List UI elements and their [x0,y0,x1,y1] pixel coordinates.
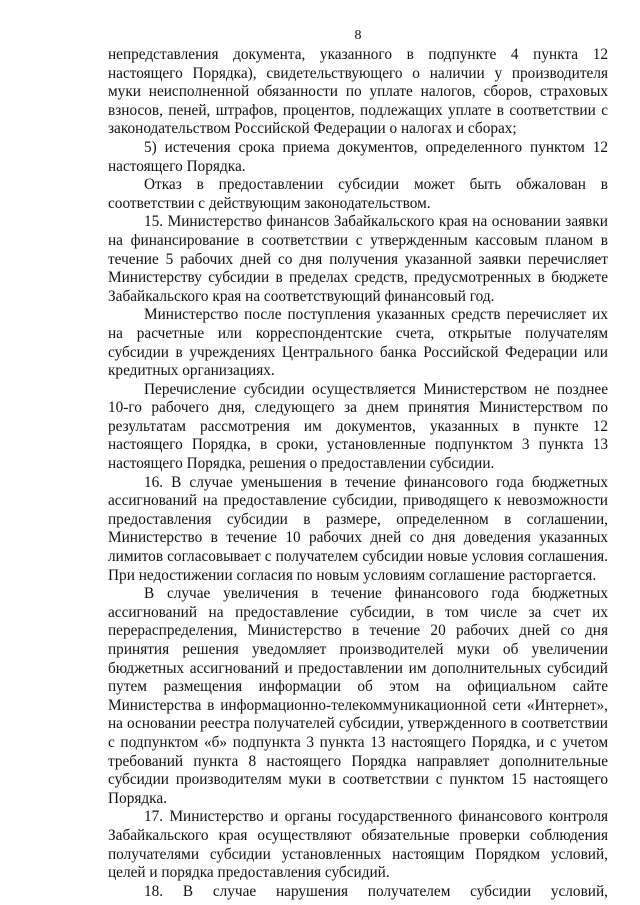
paragraph-budget-increase: В случае увеличения в течение финансового года бюджетных ассигнований на предоставление субсидии, в том числе за счет их перераспределения, Министерство в течение 20 рабочих дней со дня принятия решения уведомляет производителей муки об увеличении бюджетных ассигнований и предоставлении им дополнительных субсидий путем размещения информации об этом на официальном сайте Министерства в информационно-телекоммуникационной сети «Интернет», на основании реестра получателей субсидии, утвержденного в соответствии с подпунктом «б» подпункта 3 пункта 13 настоящего Порядка, и с учетом требований пункта 8 настоящего Порядка направляет дополнительные субсидии производителям муки в соответствии с пунктом 15 настоящего Порядка. [108,585,608,807]
document-page [108,28,608,901]
paragraph-item-17: 17. Министерство и органы государственного финансового контроля Забайкальского края осуществляют обязательные проверки соблюдения получателями субсидии установленных настоящим Порядком условий, целей и порядка предоставления субсидий. [108,808,608,882]
paragraph-continuation: непредставления документа, указанного в подпункте 4 пункта 12 настоящего Порядка), свидетельствующего о наличии у производителя муки неисполненной обязанности по уплате налогов, сборов, страховых взносов, пеней, штрафов, процентов, подлежащих уплате в соответствии с законодательством Российской Федерации о налогах и сборах; [108,46,608,138]
paragraph-item-15: 15. Министерство финансов Забайкальского края на основании заявки на финансирование в соответствии с утвержденным кассовым планом в течение 5 рабочих дней со дня получения указанной заявки перечисляет Министерству субсидии в пределах средств, предусмотренных в бюджете Забайкальского края на соответствующий финансовый год. [108,213,608,305]
paragraph-subitem-5: 5) истечения срока приема документов, определенного пунктом 12 настоящего Порядка. [108,138,608,175]
paragraph-transfer-accounts: Министерство после поступления указанных средств перечисляет их на расчетные или корреспондентские счета, открытые получателям субсидии в учреждениях Центрального банка Российской Федерации или кредитных организациях. [108,306,608,380]
paragraph-item-16: 16. В случае уменьшения в течение финансового года бюджетных ассигнований на предоставление субсидии, приводящего к невозможности предоставления субсидии в размере, определенном в соглашении, Министерство в течение 10 рабочих дней со дня доведения указанных лимитов согласовывает с получателем субсидии новые условия соглашения. При недостижении согласия по новым условиям соглашение расторгается. [108,473,608,584]
paragraph-transfer-deadline: Перечисление субсидии осуществляется Министерством не позднее 10-го рабочего дня, следующего за днем принятия Министерством по результатам рассмотрения им документов, указанных в пункте 12 настоящего Порядка, в сроки, установленные подпунктом 3 пункта 13 настоящего Порядка, решения о предоставлении субсидии. [108,380,608,473]
paragraph-refusal-appeal: Отказ в предоставлении субсидии может быть обжалован в соответствии с действующим законодательством. [108,176,608,212]
paragraph-item-18: 18. В случае нарушения получателем субсидии условий, [144,882,608,900]
page-number: 8 [354,28,362,43]
